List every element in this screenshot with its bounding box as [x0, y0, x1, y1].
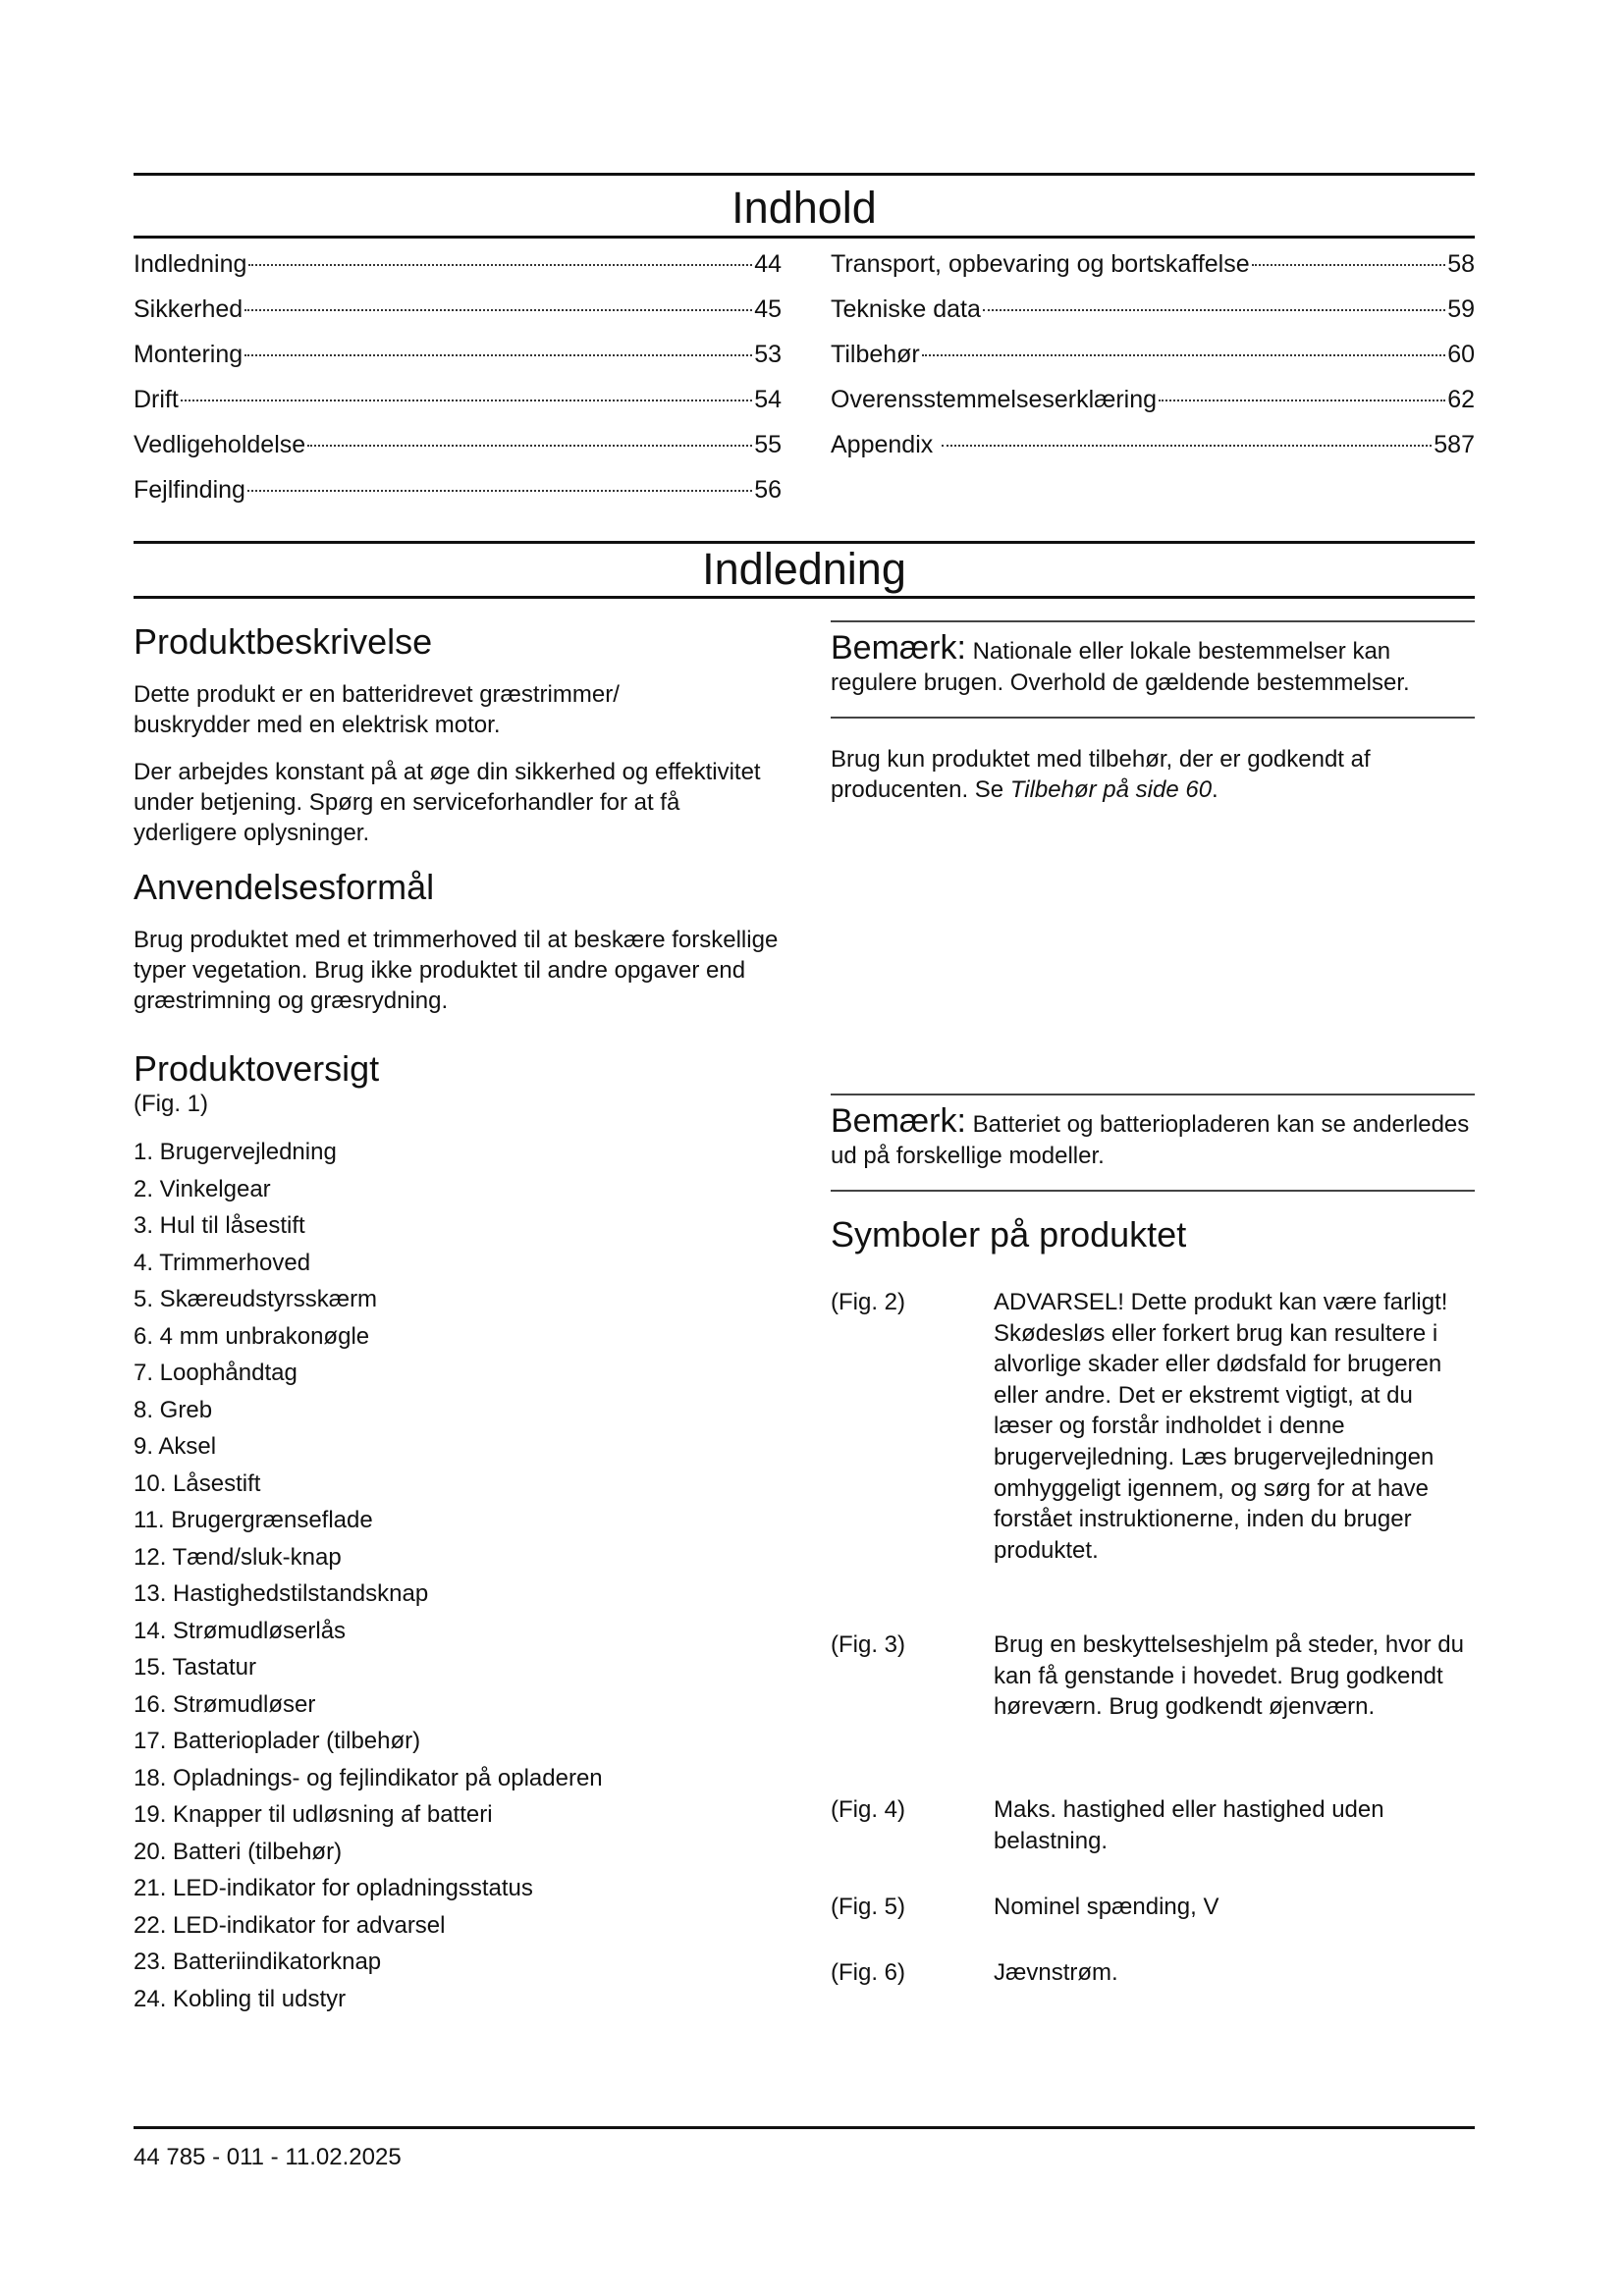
toc-dot-leader — [983, 309, 1445, 311]
list-item: 15. Tastatur — [134, 1654, 256, 1681]
symbol-description: Maks. hastighed eller hastighed uden belastning. — [994, 1796, 1384, 1854]
toc-entry-page: 55 — [754, 431, 782, 458]
symbol-description: ADVARSEL! Dette produkt kan være farligt! Skødesløs eller forkert brug kan resultere i alvorlige skader eller dødsfald for brugeren eller andre. Det er ekstremt vigtigt, at du læser og forstår indholdet i denne brugervejledning. Læs brugervejledningen omhyggeligt igennem, og sørg for at have forstået instruktionerne, inden du bruger produktet. — [994, 1289, 1448, 1564]
list-item: 11. Brugergrænseflade — [134, 1507, 373, 1533]
toc-entry[interactable] — [831, 385, 1475, 430]
toc-entry-title: Vedligeholdelse — [134, 431, 306, 458]
note1-bottom-rule — [831, 717, 1475, 719]
note-regulations — [831, 629, 1475, 699]
intro-title: Indledning — [702, 544, 906, 594]
toc-dot-leader — [248, 264, 752, 266]
toc-entry[interactable] — [134, 475, 782, 520]
list-item: 5. Skæreudstyrsskærm — [134, 1286, 378, 1312]
toc-entry-title: Tilbehør — [831, 341, 920, 368]
accessories-end: . — [1212, 776, 1218, 803]
toc-entry-title: Sikkerhed — [134, 295, 244, 323]
toc-dot-leader — [244, 309, 752, 311]
list-item: 8. Greb — [134, 1396, 213, 1423]
symbol-fig-ref: (Fig. 4) — [831, 1796, 906, 1823]
list-item: 19. Knapper til udløsning af batteri — [134, 1801, 493, 1828]
produktbeskrivelse-paragraph-2: Der arbejdes konstant på at øge din sikkerhed og effektivitet under betjening. Spørg en serviceforhandler for at få yderligere oplysninger. — [134, 759, 761, 846]
toc-entry-page: 56 — [754, 476, 782, 504]
toc-entry[interactable] — [831, 430, 1475, 475]
toc-entry[interactable] — [134, 430, 782, 475]
toc-entry-page: 60 — [1447, 341, 1475, 368]
footer-rule — [134, 2126, 1475, 2129]
toc-dot-leader — [1252, 264, 1446, 266]
list-item: 4. Trimmerhoved — [134, 1249, 311, 1276]
toc-entry-page: 54 — [754, 386, 782, 413]
list-item: 7. Loophåndtag — [134, 1360, 298, 1386]
produktbeskrivelse-heading: Produktbeskrivelse — [134, 621, 433, 662]
list-item: 9. Aksel — [134, 1433, 217, 1460]
note2-top-rule — [831, 1094, 1475, 1095]
toc-entry-page: 59 — [1447, 295, 1475, 323]
toc-entry-title: Drift — [134, 386, 179, 413]
list-item: 10. Låsestift — [134, 1469, 261, 1497]
list-item: 2. Vinkelgear — [134, 1175, 271, 1202]
symbol-fig-ref: (Fig. 5) — [831, 1894, 906, 1920]
symbol-description: Brug en beskyttelseshjelm på steder, hvor du kan få genstande i hovedet. Brug godkendt høreværn. Brug godkendt øjenværn. — [994, 1631, 1464, 1721]
list-item: 23. Batteriindikatorknap — [134, 1949, 382, 1975]
toc-dot-leader — [307, 445, 752, 447]
toc-entry-page: 58 — [1447, 250, 1475, 278]
toc-dot-leader — [244, 354, 752, 356]
accessories-link[interactable]: Tilbehør på side 60 — [1009, 776, 1213, 803]
accessories-text: Brug kun produktet med tilbehør, der er godkendt af producenten. Se — [831, 746, 1371, 803]
note2-bottom-rule — [831, 1190, 1475, 1192]
list-item: 14. Strømudløserlås — [134, 1617, 347, 1644]
toc-entry-title: Transport, opbevaring og bortskaffelse — [831, 250, 1250, 278]
toc-right-column — [831, 249, 1475, 475]
list-item: 22. LED-indikator for advarsel — [134, 1911, 446, 1939]
toc-entry[interactable] — [134, 249, 782, 294]
list-item: 12. Tænd/sluk-knap — [134, 1543, 342, 1571]
list-item: 3. Hul til låsestift — [134, 1212, 305, 1239]
toc-left-column — [134, 249, 782, 520]
list-item: 21. LED-indikator for opladningsstatus — [134, 1875, 533, 1901]
list-item: 13. Hastighedstilstandsknap — [134, 1580, 429, 1607]
toc-entry[interactable] — [831, 294, 1475, 340]
anvendelse-heading: Anvendelsesformål — [134, 867, 435, 907]
footer-document-id: 44 785 - 011 - 11.02.2025 — [134, 2144, 402, 2170]
note-text: Nationale eller lokale bestemmelser kan regulere brugen. Overhold de gældende bestemmelser. — [831, 638, 1410, 696]
contents-title-rule — [134, 236, 1475, 239]
toc-dot-leader — [922, 354, 1445, 356]
toc-entry[interactable] — [831, 340, 1475, 385]
contents-title: Indhold — [731, 183, 877, 233]
symbols-heading: Symboler på produktet — [831, 1214, 1187, 1255]
intro-title-rule — [134, 596, 1475, 599]
toc-entry-page: 62 — [1447, 386, 1475, 413]
toc-entry[interactable] — [831, 249, 1475, 294]
toc-entry-title: Tekniske data — [831, 295, 981, 323]
note-label: Bemærk: — [831, 629, 966, 667]
toc-entry-title: Appendix — [831, 431, 941, 458]
note1-top-rule — [831, 620, 1475, 622]
toc-dot-leader — [247, 490, 752, 492]
produktbeskrivelse-paragraph-1: Dette produkt er en batteridrevet græstrimmer/ buskrydder med en elektrisk motor. — [134, 681, 620, 738]
toc-entry-page: 45 — [754, 295, 782, 323]
produktoversigt-heading: Produktoversigt — [134, 1048, 380, 1089]
top-rule — [134, 173, 1475, 176]
list-item: 20. Batteri (tilbehør) — [134, 1838, 343, 1865]
toc-dot-leader — [181, 400, 752, 401]
toc-entry-title: Overensstemmelseserklæring — [831, 386, 1158, 413]
toc-entry-title: Montering — [134, 341, 244, 368]
toc-entry[interactable] — [134, 294, 782, 340]
list-item: 18. Opladnings- og fejlindikator på opladeren — [134, 1764, 603, 1791]
note-label: Bemærk: — [831, 1102, 966, 1140]
symbol-fig-ref: (Fig. 3) — [831, 1631, 906, 1658]
list-item: 16. Strømudløser — [134, 1690, 316, 1718]
toc-dot-leader — [942, 445, 1432, 447]
list-item: 6. 4 mm unbrakonøgle — [134, 1322, 370, 1350]
produktoversigt-fig-ref: (Fig. 1) — [134, 1091, 209, 1117]
toc-dot-leader — [1159, 400, 1445, 401]
note-battery — [831, 1102, 1475, 1172]
list-item: 17. Batterioplader (tilbehør) — [134, 1728, 421, 1754]
toc-entry-title: Fejlfinding — [134, 476, 245, 504]
accessories-paragraph — [831, 744, 1475, 805]
toc-entry-page: 44 — [754, 250, 782, 278]
anvendelse-paragraph: Brug produktet med et trimmerhoved til at beskære forskellige typer vegetation. Brug ikke produktet til andre opgaver end græstrimning og græsrydning. — [134, 927, 779, 1014]
product-parts-list — [134, 1137, 603, 2020]
toc-entry-page: 587 — [1434, 431, 1475, 458]
symbol-fig-ref: (Fig. 6) — [831, 1959, 906, 1986]
toc-entry-page: 53 — [754, 341, 782, 368]
symbol-description: Jævnstrøm. — [994, 1959, 1118, 1986]
toc-entry[interactable] — [134, 385, 782, 430]
list-item: 1. Brugervejledning — [134, 1139, 337, 1165]
symbol-fig-ref: (Fig. 2) — [831, 1289, 906, 1315]
symbol-description: Nominel spænding, V — [994, 1894, 1219, 1920]
toc-entry-title: Indledning — [134, 250, 247, 278]
note-text: Batteriet og batteriopladeren kan se anderledes ud på forskellige modeller. — [831, 1111, 1470, 1169]
list-item: 24. Kobling til udstyr — [134, 1985, 347, 2012]
toc-entry[interactable] — [134, 340, 782, 385]
